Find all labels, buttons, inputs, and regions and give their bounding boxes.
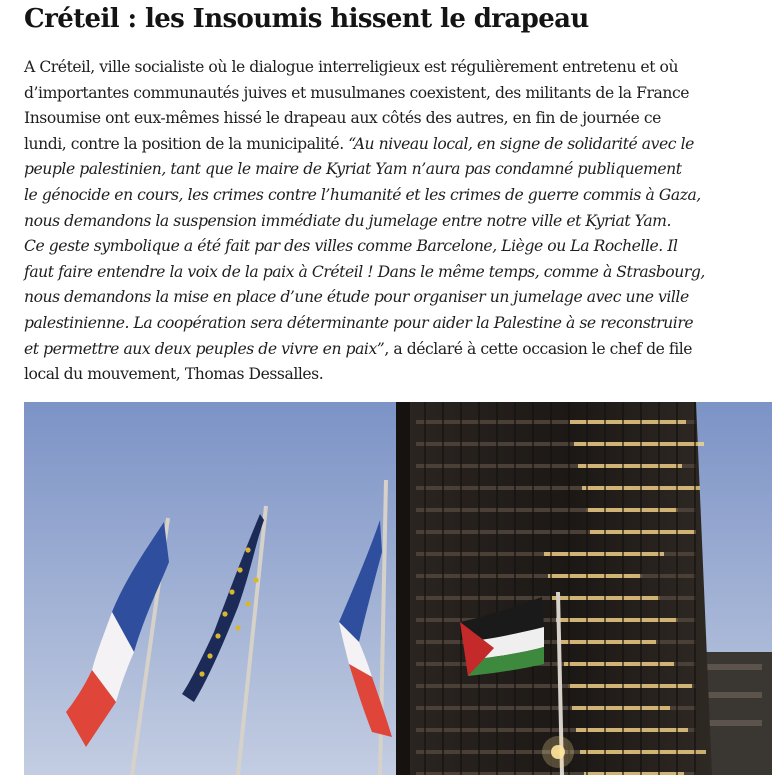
quote-segment: “Au niveau local, en signe de solidarité avec le [348,134,694,153]
quote-segment: Ce geste symbolique a été fait par des villes comme Barcelone, Liège ou La Rochelle. Il [24,237,678,256]
article-paragraph [24,55,783,388]
quote-segment: nous demandons la mise en place d’une étude pour organiser un jumelage avec une ville [24,288,689,307]
text-segment: , a déclaré à cette occasion le chef de file [384,339,693,358]
paragraph-line [24,362,783,388]
paragraph-line [24,157,783,183]
paragraph-line [24,311,783,337]
paragraph-line [24,260,783,286]
quote-segment: faut faire entendre la voix de la paix à Créteil ! Dans le même temps, comme à Strasbourg, [24,262,705,281]
paragraph-line [24,132,783,158]
text-segment: d’importantes communautés juives et musulmanes coexistent, des militants de la France [24,83,689,102]
paragraph-line [24,183,783,209]
quote-segment: le génocide en cours, les crimes contre l’humanité et les crimes de guerre commis à Gaza, [24,185,701,204]
photo-tower [396,402,712,775]
quote-segment: palestinienne. La coopération sera déterminante pour aider la Palestine à se reconstruire [24,313,694,332]
paragraph-line [24,234,783,260]
text-segment: Insoumise ont eux-mêmes hissé le drapeau aux côtés des autres, en fin de journée ce [24,109,661,128]
photo-flags-tower [24,402,772,775]
paragraph-line [24,55,783,81]
article-headline: Créteil : les Insoumis hissent le drapeau [24,4,589,34]
article-photo [24,402,772,775]
paragraph-line [24,285,783,311]
paragraph-line [24,337,783,363]
quote-segment: et permettre aux deux peuples de vivre en paix” [24,339,385,358]
quote-segment: peuple palestinien, tant que le maire de Kyriat Yam n’aura pas condamné publiquement [24,160,682,179]
text-segment: lundi, contre la position de la municipalité. [24,134,349,153]
quote-segment: nous demandons la suspension immédiate du jumelage entre notre ville et Kyriat Yam. [24,211,672,230]
text-segment: A Créteil, ville socialiste où le dialogue interreligieux est régulièrement entretenu et où [24,58,679,76]
text-segment: local du mouvement, Thomas Dessalles. [24,365,324,384]
paragraph-line [24,106,783,132]
paragraph-line [24,209,783,235]
paragraph-line [24,81,783,107]
